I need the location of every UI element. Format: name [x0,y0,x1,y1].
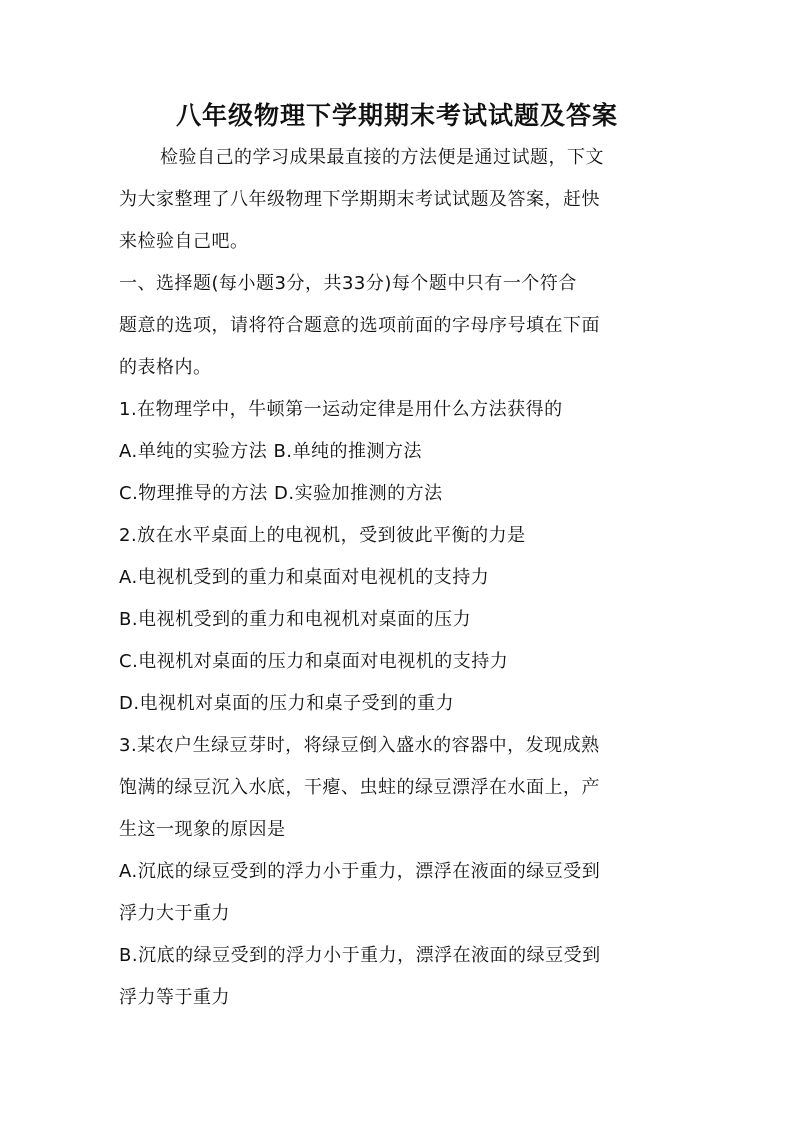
question-3-option-a-line-1: A.沉底的绿豆受到的浮力小于重力，漂浮在液面的绿豆受到 [119,861,601,882]
section-heading-line-1: 一、选择题(每小题3分，共33分)每个题中只有一个符合 [119,273,577,294]
document-title: 八年级物理下学期期末考试试题及答案 [175,101,618,130]
question-2-option-d: D.电视机对桌面的压力和桌子受到的重力 [119,693,455,714]
question-2-option-a: A.电视机受到的重力和桌面对电视机的支持力 [119,567,490,588]
question-3-option-b-line-1: B.沉底的绿豆受到的浮力小于重力，漂浮在液面的绿豆受到 [119,945,601,966]
question-1: 1.在物理学中，牛顿第一运动定律是用什么方法获得的 [119,399,563,420]
question-3-option-b-line-2: 浮力等于重力 [119,987,230,1008]
section-heading-line-2: 题意的选项，请将符合题意的选项前面的字母序号填在下面 [119,315,600,336]
question-3-option-a-line-2: 浮力大于重力 [119,903,230,924]
question-3-line-3: 生这一现象的原因是 [119,819,286,840]
question-1-options-cd: C.物理推导的方法 D.实验加推测的方法 [119,483,443,504]
question-3-line-2: 饱满的绿豆沉入水底，干瘪、虫蛀的绿豆漂浮在水面上，产 [119,777,600,798]
section-heading-line-3: 的表格内。 [119,357,212,378]
question-2: 2.放在水平桌面上的电视机，受到彼此平衡的力是 [119,525,526,546]
intro-line-1: 检验自己的学习成果最直接的方法便是通过试题，下文 [160,147,604,168]
intro-line-2: 为大家整理了八年级物理下学期期末考试试题及答案，赶快 [119,189,600,210]
question-2-option-b: B.电视机受到的重力和电视机对桌面的压力 [119,609,472,630]
question-2-option-c: C.电视机对桌面的压力和桌面对电视机的支持力 [119,651,509,672]
question-1-options-ab: A.单纯的实验方法 B.单纯的推测方法 [119,441,423,462]
question-3-line-1: 3.某农户生绿豆芽时，将绿豆倒入盛水的容器中，发现成熟 [119,735,600,756]
intro-line-3: 来检验自己吧。 [119,231,249,252]
